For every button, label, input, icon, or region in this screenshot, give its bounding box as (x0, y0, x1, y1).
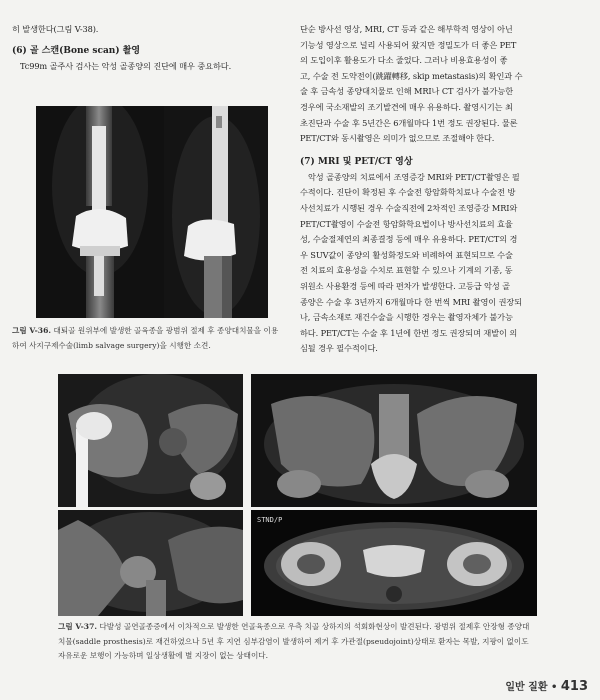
text-line: 우 SUV값이 종양의 활성화정도와 비례하여 표현되므로 수술 (300, 249, 513, 260)
text-line: 기능성 영상으로 널리 사용되어 왔지만 정밀도가 더 좋은 PET (300, 39, 517, 50)
text-line: 전 치료의 효용성을 수치로 표현할 수 있으나 기계의 기종, 동 (300, 265, 513, 276)
text-line: 수적이다. 진단이 확정된 후 수술전 항암화학치료나 수술전 방 (300, 187, 516, 198)
knee-xray-lateral-illustration (164, 106, 268, 318)
text-line: 하다. PET/CT는 수술 후 1년에 한번 정도 권장되며 재발이 의 (300, 327, 518, 338)
figure-36-caption-text: 대퇴골 원위부에 발생한 골육종을 광범위 절제 후 종양대치물을 이용하여 사지구제수술(limb salvage surgery)을 시행한 소견. (12, 326, 279, 350)
figure-36-caption-label: 그림 V-36. (12, 326, 52, 335)
text-line: PET/CT와 동시촬영은 의미가 없으므로 조절해야 한다. (300, 133, 495, 144)
text-line: 경우에 국소재발의 조기발견에 매우 유용하다. 촬영시기는 최 (300, 101, 513, 112)
text-line: 나, 금속소재로 재건수술을 시행한 경우는 촬영자체가 불가능 (300, 312, 513, 323)
continued-text: 히 발생한다(그림 V-38). (12, 24, 99, 34)
pelvis-ap-illustration (251, 374, 537, 507)
pelvis-xray-illustration (58, 374, 243, 507)
figure-37-hip-xray (58, 510, 243, 616)
figure-37-ct-scan (251, 510, 537, 616)
bone-scan-paragraph: Tc99m 골주사 검사는 악성 골종양의 진단에 매우 중요하다. (20, 60, 232, 71)
figure-37-pelvis-prosthesis-xray (58, 374, 243, 507)
text-line: 술 후 금속성 종양대치물로 인해 MRI나 CT 검사가 불가능한 (300, 86, 514, 97)
text-line: 위원소 사용환경 등에 따라 편차가 발생한다. 고등급 악성 골 (300, 280, 510, 291)
section-heading-bone-scan: (6) 골 스캔(Bone scan) 촬영 (12, 45, 141, 56)
text-line: 고, 수술 전 도약전이(跳躍轉移, skip metastasis)의 확인과 수 (300, 70, 523, 81)
footer-bullet: • (550, 682, 558, 693)
text-line: 종양은 수술 후 3년까지 6개월마다 한 번씩 MRI 촬영이 권장되 (300, 296, 523, 307)
knee-xray-ap-illustration (36, 106, 164, 318)
text-line: PET/CT촬영이 수술전 항암화학요법이나 방사선치료의 효율 (300, 218, 513, 229)
text-line: 초진단과 수술 후 5년간은 6개월마다 1번 정도 권장된다. 물론 (300, 117, 518, 128)
hip-xray-illustration (58, 510, 243, 616)
figure-37-pelvis-ap-xray (251, 374, 537, 507)
figure-37-caption (58, 620, 536, 664)
page-footer (505, 678, 588, 694)
left-column (12, 22, 277, 74)
text-line: 의 도입이후 활용도가 다소 줄었다. 그러나 비용효용성이 좋 (300, 55, 508, 66)
right-column (300, 22, 590, 357)
ct-axial-illustration (251, 510, 537, 616)
text-line: 심될 경우 필수적이다. (300, 343, 378, 354)
footer-section-title: 일반 질환 (505, 682, 548, 693)
section-heading-mri-petct: (7) MRI 및 PET/CT 영상 (300, 156, 413, 167)
page-number: 413 (560, 679, 588, 694)
figure-37-caption-text: 다발성 골연골종증에서 이차적으로 발생한 연골육종으로 우측 치골 상하지의 석회화현상이 발견된다. 광범위 절제후 안장형 종양대치물(saddle prosthesis)로 재건하였으나 5년 후 지연 심부감염이 발생하여 제거 후 가관절(pseudojoint)상태로 환자는 목발, 지팡이 없이도 자유로운 보행이 가능하며 일상생활에 별 지장이 없는 상태이다. (58, 622, 530, 660)
text-line: 악성 골종양의 치료에서 조영증강 MRI와 PET/CT촬영은 필 (308, 171, 520, 182)
ct-label: STND/P (257, 516, 283, 524)
right-top-paragraph (300, 22, 590, 147)
text-line: 사선치료가 시행된 경우 수술직전에 2차적인 조영증강 MRI와 (300, 202, 518, 213)
figure-37-caption-label: 그림 V-37. (58, 622, 98, 631)
figure-36-image-right (164, 106, 268, 318)
text-line: 단순 방사선 영상, MRI, CT 등과 같은 해부학적 영상이 아닌 (300, 24, 513, 34)
figure-36-caption (12, 324, 282, 353)
figure-36-image-left (36, 106, 164, 318)
text-line: 성, 수술절제연의 최종결정 등에 매우 유용하다. PET/CT의 경 (300, 234, 518, 245)
mri-petct-paragraph (300, 170, 590, 357)
